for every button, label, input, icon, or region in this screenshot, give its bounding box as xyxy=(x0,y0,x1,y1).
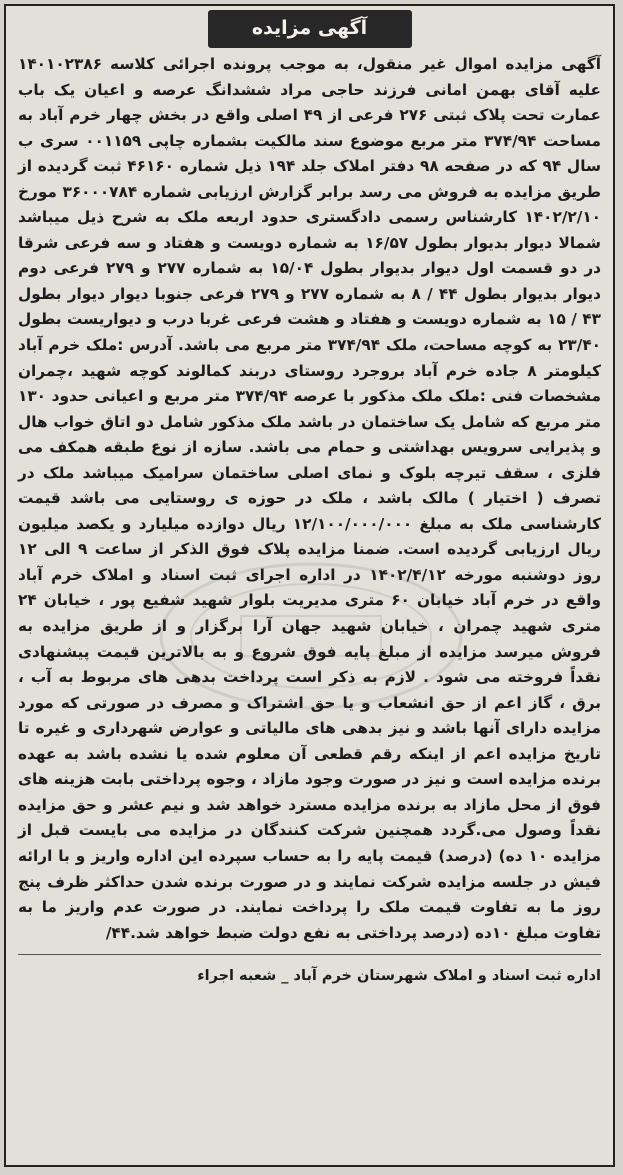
notice-footer: اداره ثبت اسناد و املاک شهرستان خرم آباد _ شعبه اجراء xyxy=(197,968,601,985)
auction-notice xyxy=(4,4,615,1167)
divider xyxy=(18,954,601,955)
notice-body: آگهی مزایده اموال غیر منقول، به موجب پرونده اجرائی کلاسه ۱۴۰۱۰۲۳۸۶ علیه آقای بهمن امانی فرزند حاجی مراد ششدانگ عرصه و اعیان یک باب عمارت تحت پلاک ثبتی ۲۷۶ فرعی از ۴۹ اصلی واقع در بخش چهار خرم آباد به مساحت ۳۷۴/۹۴ متر مربع موضوع سند مالکیت بشماره چاپی ۰۰۱۱۵۹ سری ب سال ۹۴ که در صفحه ۹۸ دفتر املاک جلد ۱۹۴ ذیل شماره ۴۶۱۶۰ ثبت گردیده از طریق مزایده به فروش می رسد برابر گزارش ارزیابی شماره ۳۶۰۰۰۷۸۴ مورخ ۱۴۰۲/۲/۱۰ کارشناس رسمی دادگستری حدود اربعه ملک به شرح ذیل میباشد شمالا دیوار بدیوار بطول ۱۶/۵۷ به شماره دویست و هفتاد و سه فرعی شرقا در دو قسمت اول دیوار بدیوار بطول ۱۵/۰۴ به شماره ۲۷۷ و ۲۷۹ فرعی دوم دیوار بدیوار بطول ۴۴ / ۸ به شماره ۲۷۷ و ۲۷۹ فرعی جنوبا دیوار دیوار بطول ۴۳ / ۱۵ به شماره دویست و هفتاد و هشت فرعی غربا درب و دیواریست بطول ۲۳/۴۰ به کوچه مساحت، ملک ۳۷۴/۹۴ متر مربع می باشد. آدرس :ملک خرم آباد کیلومتر ۸ جاده خرم آباد بروجرد روستای دربند کمالوند کوچه شهید ،چمران مشخصات فنی :ملک ملک مذکور با عرصه ۳۷۴/۹۴ متر مربع و اعیانی حدود ۱۳۰ متر مربع که شامل یک ساختمان در باشد ملک مذکور شامل دو اتاق خواب هال و پذیرایی سرویس بهداشتی و حمام می باشد. سازه از نوع طبقه همکف می فلزی ، سقف تیرچه بلوک و نمای اصلی ساختمان سرامیک میباشد ملک در تصرف ( اختیار ) مالک باشد ، ملک در حوزه ی روستایی می باشد قیمت کارشناسی ملک به مبلغ ۱۲/۱۰۰/۰۰۰/۰۰۰ ریال دوازده میلیارد و یکصد میلیون ریال ارزیابی گردیده است. ضمنا مزایده پلاک فوق الذکر از ساعت ۹ الی ۱۲ روز دوشنبه مورخه ۱۴۰۲/۴/۱۲ در اداره اجرای ثبت اسناد و املاک خرم آباد واقع در خرم آباد خیابان ۶۰ متری مدیریت بلوار شهید شفیع پور ، خیابان ۲۴ متری شهید چمران ، خیابان شهید جهان آرا برگزار و از طریق مزایده به فروش میرسد مزایده از مبلغ پایه فوق شروع و به بالاترین قیمت پیشنهادی نقداً فروخته می شود . لازم به ذکر است پرداخت بدهی های مربوط به آب ، برق ، گاز اعم از حق انشعاب و یا حق اشتراک و مصرف در صورتی که مورد مزایده دارای آنها باشد و نیز بدهی های مالیاتی و عوارض شهرداری و غیره تا تاریخ مزایده اعم از اینکه رقم قطعی آن معلوم شده یا نشده باشد به عهده برنده مزایده است و نیز در صورت وجود مازاد ، وجوه پرداختی بابت هزینه های فوق از محل مازاد به برنده مزایده مسترد خواهد شد و نیم عشر و حق مزایده نقداً وصول می.گردد همچنین شرکت کنندگان در مزایده می بایست قبل از مزایده ۱۰ ده) (درصد) قیمت پایه را به حساب سپرده این اداره واریز و با ارائه فیش در جلسه مزایده شرکت نمایند و در صورت برنده شدن حداکثر ظرف پنج روز ما به تفاوت قیمت ملک را پرداخت نمایند. در صورت عدم واریز ما به تفاوت مبلغ ۱۰ده (درصد پرداختی به نفع دولت ضبط خواهد شد.۴۴/ xyxy=(18,55,602,942)
notice-title: آگهی مزایده xyxy=(208,10,412,48)
